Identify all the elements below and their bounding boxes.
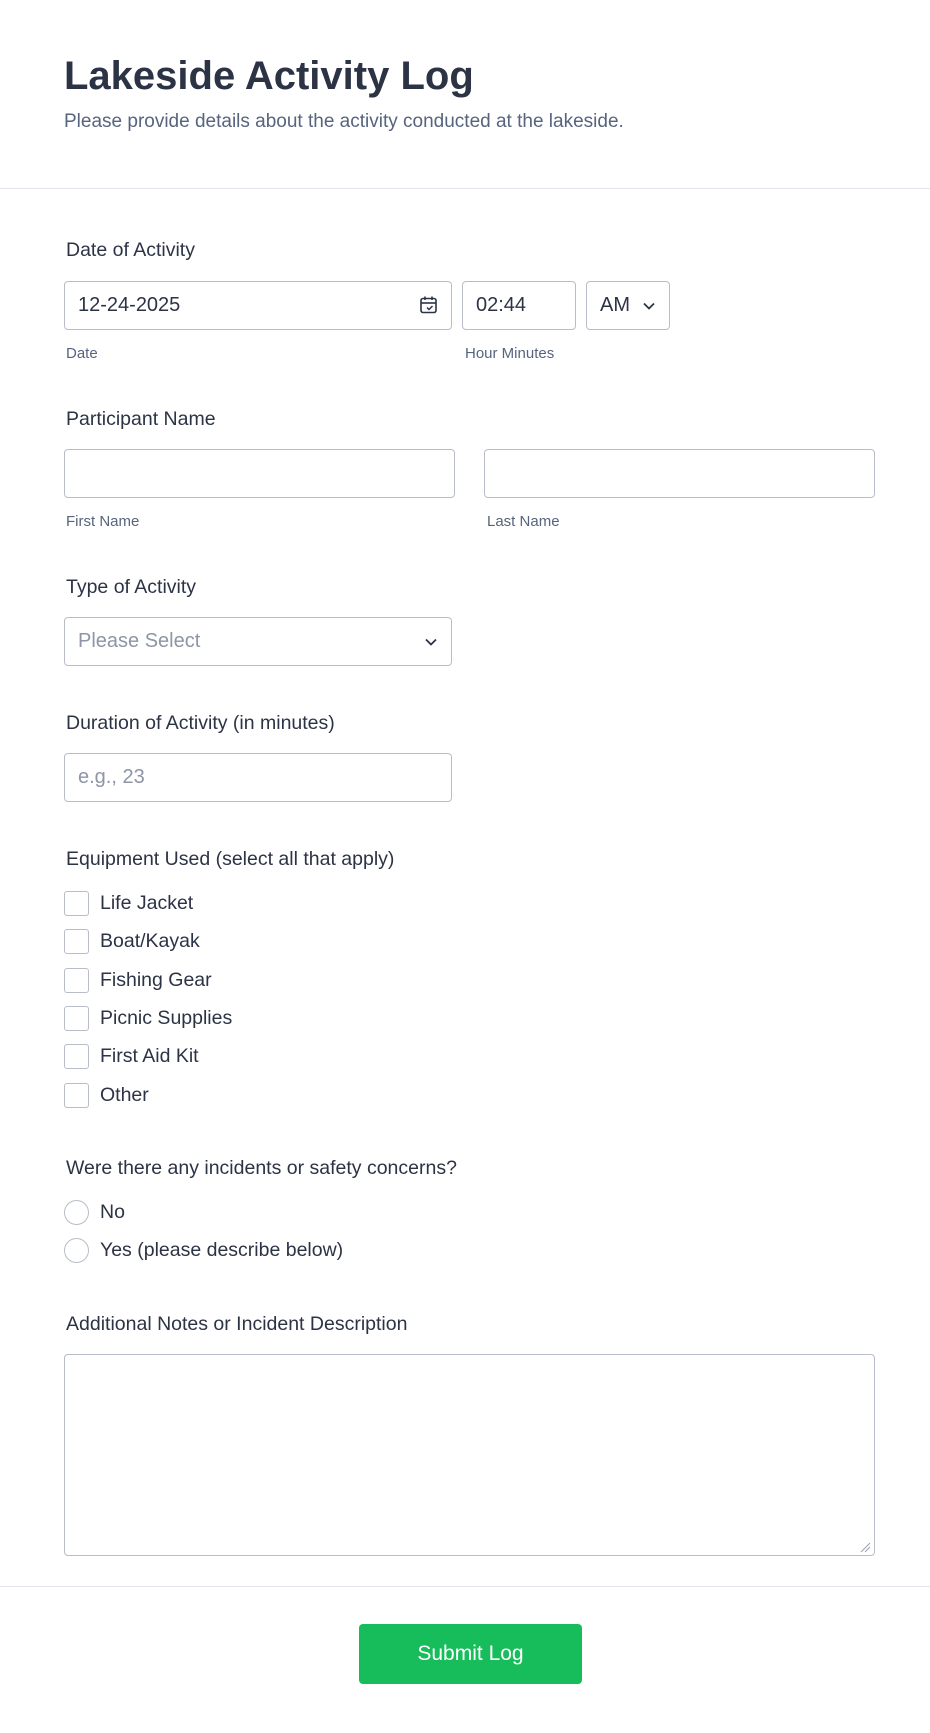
duration-label: Duration of Activity (in minutes) (66, 712, 335, 734)
equipment-option-label: First Aid Kit (100, 1044, 199, 1067)
chevron-down-icon (642, 301, 656, 311)
equipment-option-label: Life Jacket (100, 891, 194, 914)
last-name-input[interactable] (484, 449, 875, 498)
date-sublabel: Date (66, 345, 98, 362)
equipment-option[interactable] (64, 1043, 199, 1069)
equipment-label: Equipment Used (select all that apply) (66, 848, 395, 870)
equipment-option-label: Fishing Gear (100, 968, 212, 991)
equipment-option-label: Other (100, 1083, 149, 1106)
checkbox[interactable] (64, 1083, 89, 1108)
incident-option[interactable] (64, 1199, 125, 1225)
duration-placeholder: e.g., 23 (78, 766, 145, 788)
ampm-select[interactable] (586, 281, 670, 330)
date-of-activity-label: Date of Activity (66, 239, 195, 261)
first-name-input[interactable] (64, 449, 455, 498)
first-name-sublabel: First Name (66, 513, 140, 530)
equipment-option[interactable] (64, 967, 212, 993)
time-sublabel: Hour Minutes (465, 345, 555, 362)
activity-type-select[interactable] (64, 617, 452, 666)
notes-label: Additional Notes or Incident Description (66, 1313, 408, 1335)
time-value: 02:44 (476, 294, 527, 316)
equipment-option-label: Picnic Supplies (100, 1006, 233, 1029)
resize-handle-icon[interactable] (859, 1540, 871, 1552)
incident-option[interactable] (64, 1237, 343, 1263)
participant-name-label: Participant Name (66, 408, 216, 430)
checkbox[interactable] (64, 968, 89, 993)
activity-type-label: Type of Activity (66, 576, 197, 598)
page-subtitle: Please provide details about the activity conducted at the lakeside. (64, 111, 624, 132)
chevron-down-icon (424, 637, 438, 647)
last-name-sublabel: Last Name (487, 513, 560, 530)
date-value: 12-24-2025 (78, 294, 181, 316)
equipment-option[interactable] (64, 928, 200, 954)
ampm-value: AM (600, 294, 630, 316)
activity-type-placeholder: Please Select (78, 630, 201, 652)
equipment-option[interactable] (64, 1082, 149, 1108)
radio-button[interactable] (64, 1200, 89, 1225)
date-input[interactable] (64, 281, 452, 330)
form-header (0, 0, 930, 189)
incident-option-label: Yes (please describe below) (100, 1238, 344, 1261)
equipment-option[interactable] (64, 1005, 232, 1031)
checkbox[interactable] (64, 1006, 89, 1031)
page-title: Lakeside Activity Log (64, 54, 474, 98)
footer-divider (0, 1586, 930, 1587)
checkbox[interactable] (64, 929, 89, 954)
incident-option-label: No (100, 1200, 125, 1223)
checkbox[interactable] (64, 1044, 89, 1069)
checkbox[interactable] (64, 891, 89, 916)
duration-input[interactable] (64, 753, 452, 802)
radio-button[interactable] (64, 1238, 89, 1263)
submit-button[interactable]: Submit Log (359, 1624, 582, 1684)
calendar-icon[interactable] (419, 295, 439, 315)
equipment-option-label: Boat/Kayak (100, 929, 200, 952)
equipment-option[interactable] (64, 890, 193, 916)
time-input[interactable] (462, 281, 576, 330)
incidents-label: Were there any incidents or safety concerns? (66, 1157, 457, 1179)
notes-textarea[interactable] (64, 1354, 875, 1556)
